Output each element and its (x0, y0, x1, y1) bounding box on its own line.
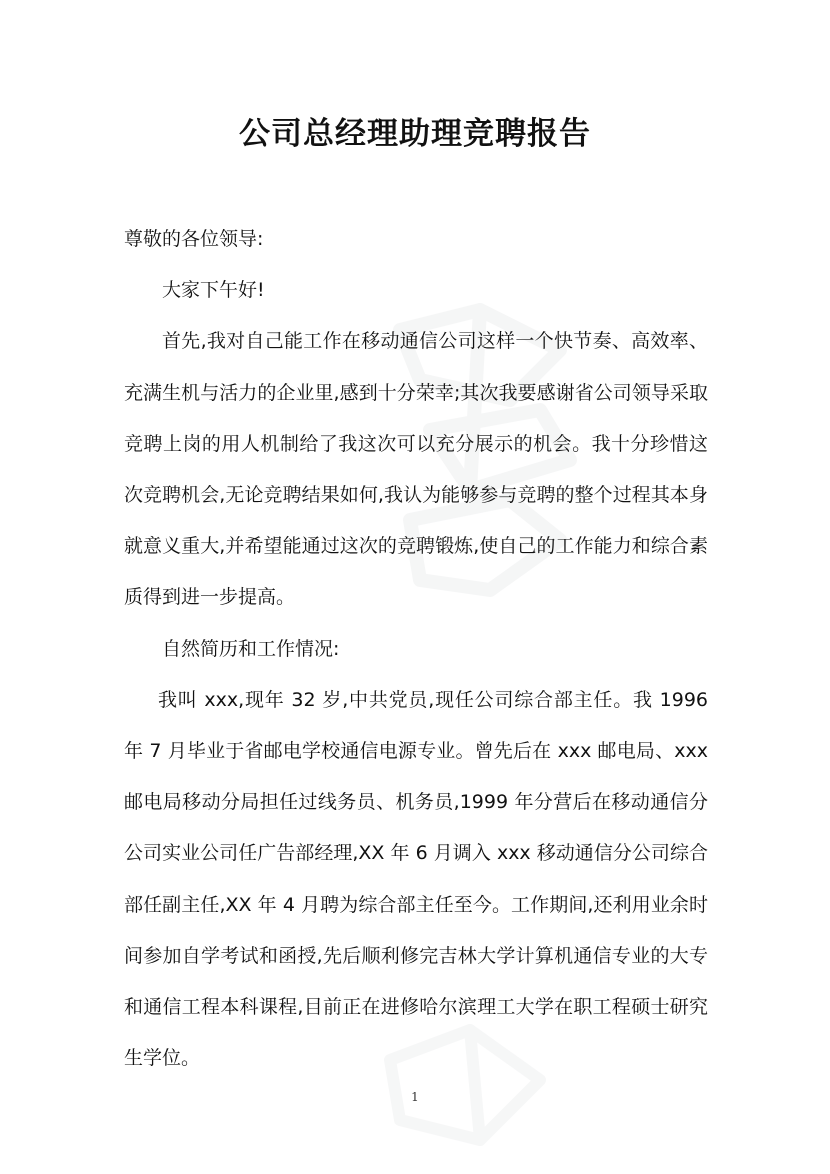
greeting: 大家下午好! (162, 279, 265, 302)
salutation: 尊敬的各位领导: (124, 228, 264, 250)
document-title: 公司总经理助理竞聘报告 (239, 116, 591, 152)
page-number: 1 (411, 1090, 419, 1104)
paragraph-intro: 首先,我对自己能工作在移动通信公司这样一个快节奏、高效率、充满生机与活力的企业里,感到十分荣幸;其次我要感谢省公司领导采取竞聘上岗的用人机制给了我这次可以充分展示的机会。我十分珍惜这次竞聘机会,无论竞聘结果如何,我认为能够参与竞聘的整个过程其本身就意义重大,并希望能通过这次的竞聘锻炼,使自己的工作能力和综合素质得到进一步提高。 (124, 330, 708, 609)
section-heading-resume: 自然简历和工作情况: (162, 637, 340, 660)
document-body (124, 214, 708, 1084)
paragraph-resume: 我叫 xxx,现年 32 岁,中共党员,现任公司综合部主任。我 1996 年 7 月毕业于省邮电学校通信电源专业。曾先后在 xxx 邮电局、xxx 邮电局移动分局担任过线务员、机务员,1999 年分营后在移动通信分公司实业公司任广告部经理,XX 年 6 月调入 xxx 移动通信分公司综合部任副主任,XX 年 4 月聘为综合部主任至今。工作期间,还利用业余时间参加自学考试和函授,先后顺利修完吉林大学计算机通信专业的大专和通信工程本科课程,目前正在进修哈尔滨理工大学在职工程硕士研究生学位。 (124, 688, 708, 1070)
